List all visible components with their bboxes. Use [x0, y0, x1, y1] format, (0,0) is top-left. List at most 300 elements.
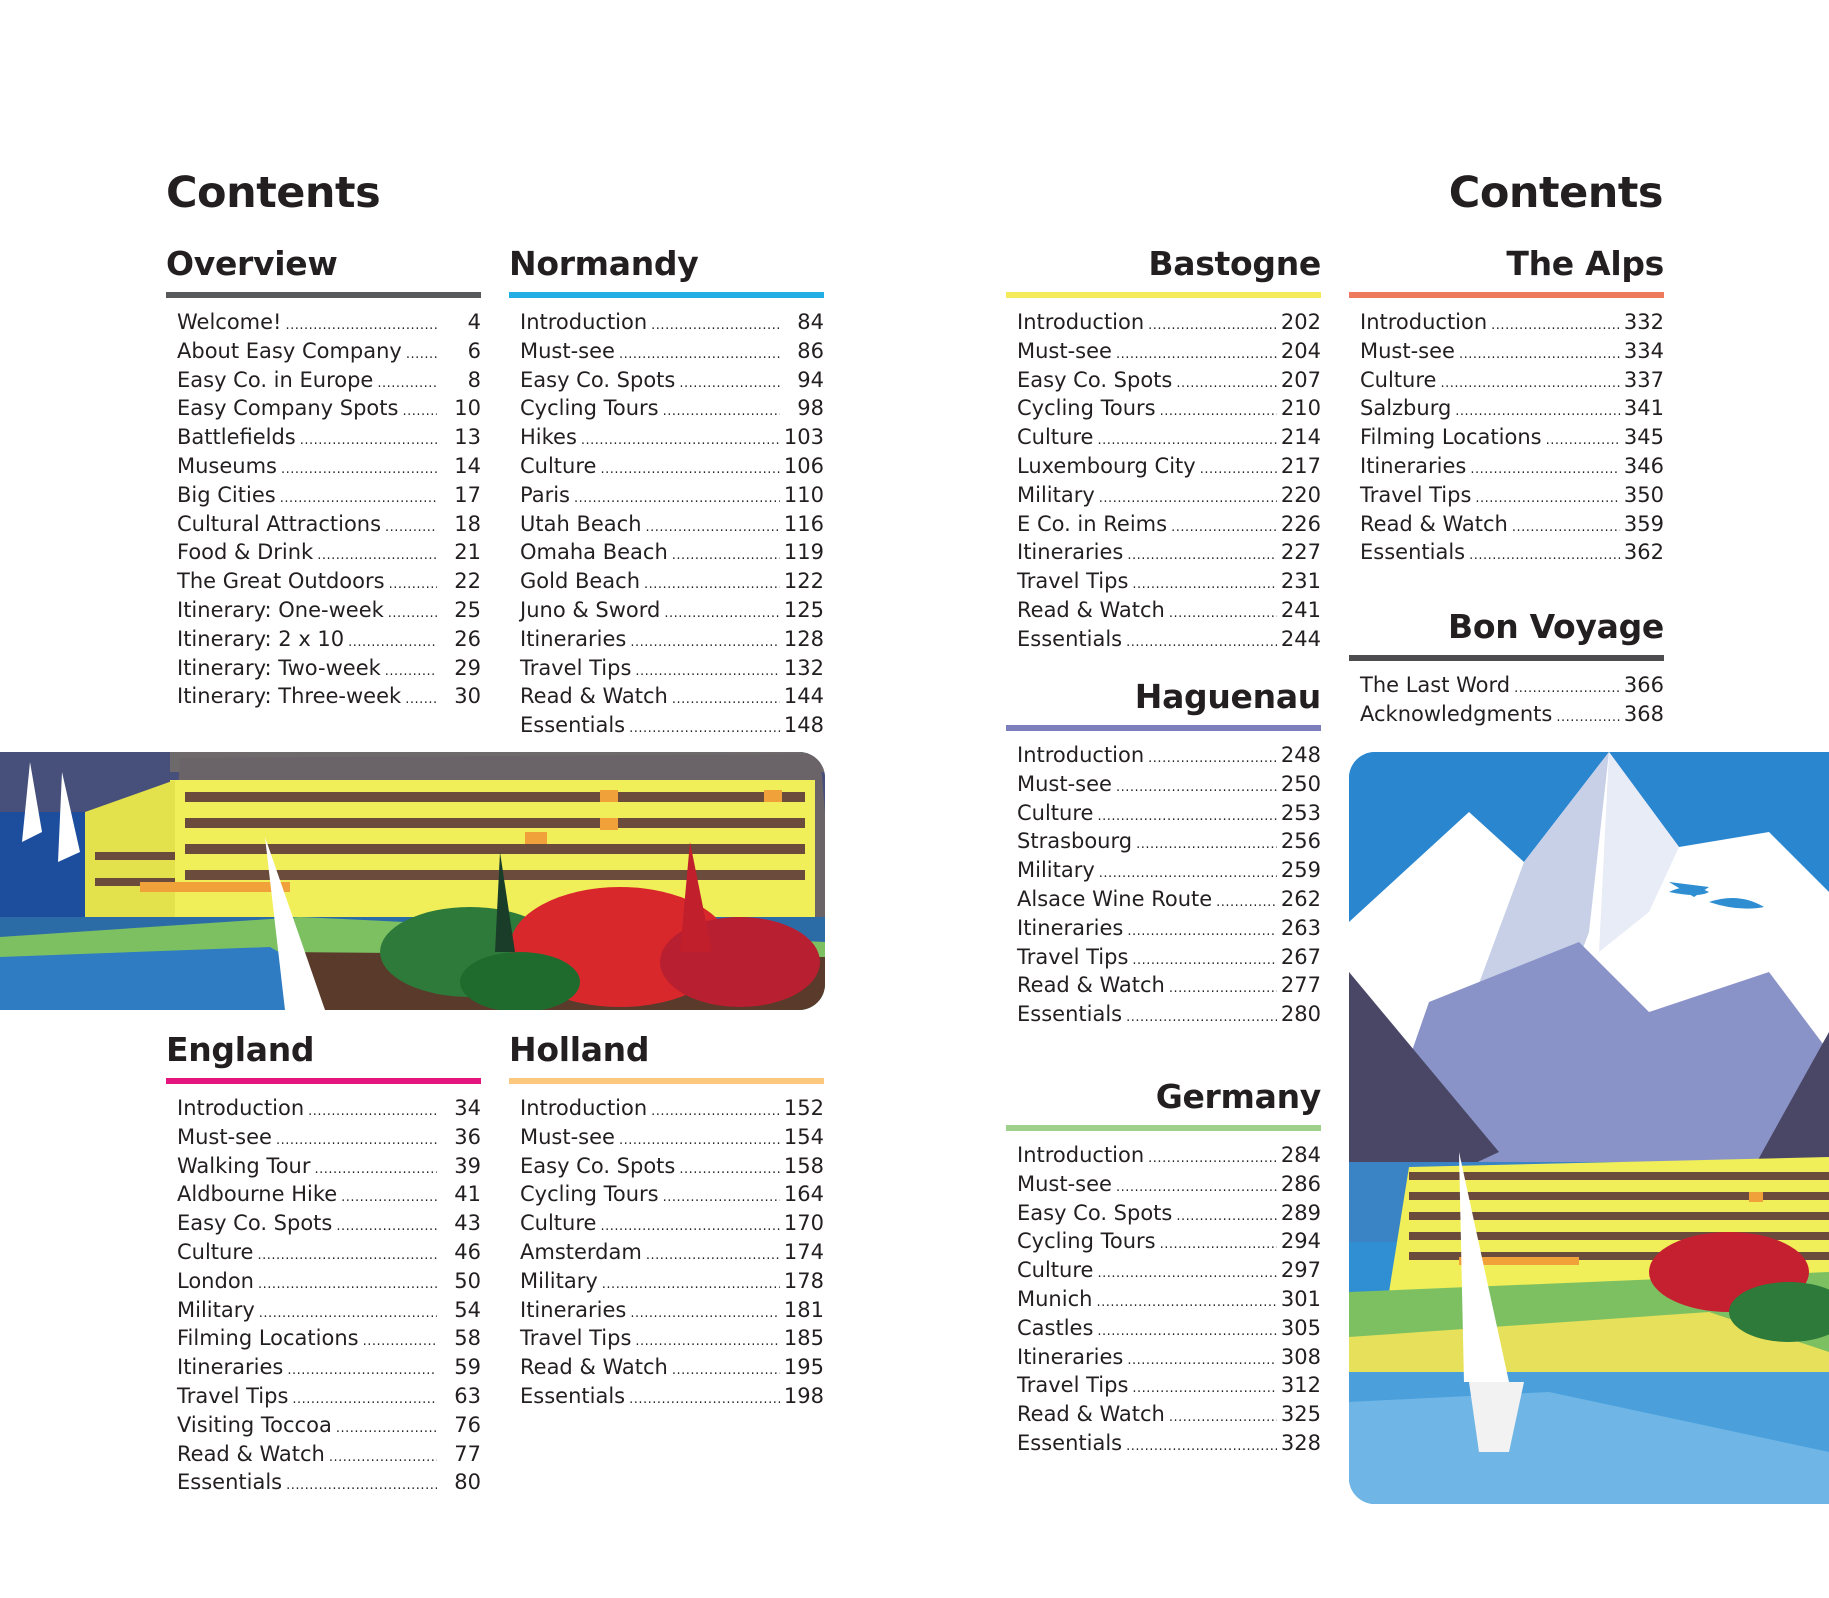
toc-entry-page: 308 — [1280, 1344, 1321, 1369]
toc-entry[interactable] — [520, 1238, 824, 1267]
dot-leader — [629, 715, 780, 744]
toc-entry[interactable] — [520, 1324, 824, 1353]
toc-entry-page: 359 — [1623, 511, 1664, 536]
toc-entry[interactable] — [1017, 1141, 1321, 1170]
section-holland — [509, 1030, 824, 1411]
toc-entry-label: Munich — [1017, 1286, 1093, 1311]
toc-entry-label: Itineraries — [1017, 540, 1124, 565]
toc-entry-label: Itineraries — [1017, 915, 1124, 940]
toc-entry-label: Cycling Tours — [1017, 1229, 1156, 1254]
dot-leader — [388, 600, 437, 629]
section-germany — [1006, 1077, 1321, 1458]
toc-entry-label: Culture — [520, 1211, 597, 1236]
toc-entry-page: 36 — [454, 1124, 481, 1149]
toc-entry-page: 284 — [1280, 1143, 1321, 1167]
toc-entry[interactable] — [177, 337, 481, 366]
toc-entry-page: 54 — [454, 1297, 481, 1322]
toc-list — [166, 308, 481, 711]
toc-entry[interactable] — [177, 1094, 481, 1123]
toc-list — [1006, 308, 1321, 654]
toc-entry-page: 34 — [454, 1096, 481, 1120]
toc-entry[interactable] — [1017, 856, 1321, 885]
section-title: Germany — [1155, 1077, 1321, 1116]
toc-entry[interactable] — [1017, 423, 1321, 452]
toc-entry-label: Introduction — [520, 1096, 648, 1120]
toc-entry-label: Big Cities — [177, 482, 276, 507]
toc-entry[interactable] — [1360, 481, 1664, 510]
toc-entry[interactable] — [520, 682, 824, 711]
toc-entry-label: Food & Drink — [177, 540, 314, 565]
toc-entry-label: Culture — [520, 453, 597, 478]
toc-entry-page: 13 — [454, 425, 481, 450]
toc-entry[interactable] — [1017, 914, 1321, 943]
toc-entry[interactable] — [177, 1123, 481, 1152]
section-overview — [166, 244, 481, 711]
toc-entry-page: 86 — [797, 338, 824, 363]
dot-leader — [600, 456, 779, 485]
toc-entry[interactable] — [520, 1180, 824, 1209]
toc-entry[interactable] — [520, 394, 824, 423]
toc-entry-label: Military — [1017, 482, 1095, 507]
dot-leader — [385, 514, 437, 543]
toc-entry[interactable] — [520, 1094, 824, 1123]
toc-entry[interactable] — [1017, 1371, 1321, 1400]
toc-entry[interactable] — [1017, 452, 1321, 481]
toc-entry[interactable] — [177, 510, 481, 539]
dot-leader — [630, 1300, 780, 1329]
toc-entry-page: 43 — [454, 1211, 481, 1236]
toc-entry-label: Itinerary: One-week — [177, 597, 384, 622]
toc-entry[interactable] — [520, 1123, 824, 1152]
dot-leader — [629, 1386, 780, 1415]
toc-entry-page: 185 — [783, 1326, 824, 1351]
toc-entry-page: 76 — [454, 1412, 481, 1437]
toc-entry[interactable] — [1017, 596, 1321, 625]
toc-entry-label: Introduction — [1017, 310, 1145, 334]
toc-entry-label: Filming Locations — [1360, 425, 1542, 450]
section-rule — [166, 1078, 481, 1084]
toc-entry[interactable] — [520, 452, 824, 481]
dot-leader — [1556, 704, 1620, 733]
toc-entry[interactable] — [177, 596, 481, 625]
toc-entry[interactable] — [177, 366, 481, 395]
toc-entry-page: 119 — [783, 540, 824, 565]
dot-leader — [1169, 600, 1277, 629]
dot-leader — [258, 1271, 437, 1300]
toc-entry-page: 58 — [454, 1326, 481, 1351]
toc-entry-label: About Easy Company — [177, 338, 402, 363]
toc-entry-page: 10 — [454, 396, 481, 421]
toc-entry-page: 106 — [783, 453, 824, 478]
section-bastogne — [1006, 244, 1321, 654]
dot-leader — [363, 1328, 437, 1357]
toc-entry-page: 220 — [1280, 482, 1321, 507]
toc-entry-label: Itineraries — [520, 1297, 627, 1322]
toc-entry-label: Military — [520, 1268, 598, 1293]
toc-entry[interactable] — [1017, 827, 1321, 856]
toc-entry-label: Easy Co. Spots — [520, 1153, 676, 1178]
toc-entry[interactable] — [177, 1296, 481, 1325]
toc-entry[interactable] — [177, 1267, 481, 1296]
section-title: The Alps — [1506, 244, 1664, 283]
dot-leader — [1116, 774, 1277, 803]
section-haguenau — [1006, 677, 1321, 1029]
toc-entry-page: 259 — [1280, 858, 1321, 883]
toc-entry-label: Must-see — [1360, 338, 1455, 363]
toc-entry-page: 217 — [1280, 453, 1321, 478]
toc-entry-label: Alsace Wine Route — [1017, 886, 1213, 911]
toc-entry-label: Essentials — [1017, 626, 1123, 651]
right-page-title: Contents — [1448, 168, 1663, 218]
toc-entry[interactable] — [520, 1353, 824, 1382]
toc-entry-page: 22 — [454, 569, 481, 594]
toc-entry[interactable] — [1360, 510, 1664, 539]
toc-entry[interactable] — [1360, 538, 1664, 567]
toc-entry-label: Culture — [177, 1239, 254, 1264]
toc-entry[interactable] — [1360, 366, 1664, 395]
toc-entry-page: 63 — [454, 1383, 481, 1408]
toc-entry[interactable] — [177, 1411, 481, 1440]
toc-entry-label: Cycling Tours — [1017, 396, 1156, 421]
toc-entry-page: 181 — [783, 1297, 824, 1322]
section-rule — [509, 292, 824, 298]
toc-entry[interactable] — [1017, 510, 1321, 539]
toc-entry[interactable] — [177, 1440, 481, 1469]
section-rule — [1006, 725, 1321, 731]
toc-entry[interactable] — [177, 1238, 481, 1267]
dot-leader — [672, 542, 780, 571]
dot-leader — [1160, 1231, 1277, 1260]
section-title: England — [166, 1030, 315, 1069]
toc-entry[interactable] — [1360, 452, 1664, 481]
dot-leader — [281, 456, 437, 485]
toc-entry[interactable] — [1360, 700, 1664, 729]
dot-leader — [1097, 1318, 1277, 1347]
toc-entry[interactable] — [177, 625, 481, 654]
toc-entry[interactable] — [520, 366, 824, 395]
toc-entry[interactable] — [520, 538, 824, 567]
toc-entry[interactable] — [1360, 671, 1664, 700]
toc-entry[interactable] — [1017, 481, 1321, 510]
toc-entry-page: 178 — [783, 1268, 824, 1293]
dot-leader — [1200, 456, 1277, 485]
toc-entry-label: Castles — [1017, 1315, 1094, 1340]
toc-entry-label: Museums — [177, 453, 277, 478]
toc-entry[interactable] — [520, 1209, 824, 1238]
toc-entry[interactable] — [520, 567, 824, 596]
toc-entry-label: Read & Watch — [1017, 597, 1165, 622]
toc-entry-label: Essentials — [1360, 540, 1466, 565]
toc-entry-page: 21 — [454, 540, 481, 565]
toc-entry[interactable] — [520, 337, 824, 366]
toc-entry-label: The Last Word — [1360, 673, 1511, 697]
toc-entry-label: Battlefields — [177, 425, 296, 450]
toc-entry-label: Luxembourg City — [1017, 453, 1196, 478]
toc-entry-page: 8 — [467, 367, 481, 392]
toc-entry-label: Travel Tips — [520, 1326, 632, 1351]
toc-entry[interactable] — [1017, 1170, 1321, 1199]
toc-entry[interactable] — [520, 711, 824, 740]
dot-leader — [1459, 341, 1620, 370]
toc-entry[interactable] — [1017, 538, 1321, 567]
toc-entry[interactable] — [1017, 1314, 1321, 1343]
toc-entry[interactable] — [177, 682, 481, 711]
toc-entry-label: Read & Watch — [1017, 973, 1165, 998]
toc-entry[interactable] — [1017, 1400, 1321, 1429]
toc-entry[interactable] — [520, 654, 824, 683]
section-bon-voyage — [1349, 607, 1664, 729]
toc-entry[interactable] — [520, 596, 824, 625]
toc-entry[interactable] — [520, 1296, 824, 1325]
alpine-lake-illustration — [1349, 752, 1829, 1504]
toc-entry-page: 207 — [1280, 367, 1321, 392]
toc-entry-page: 294 — [1280, 1229, 1321, 1254]
section-england — [166, 1030, 481, 1497]
toc-entry-label: Travel Tips — [177, 1383, 289, 1408]
dot-leader — [1148, 745, 1277, 774]
toc-entry-page: 263 — [1280, 915, 1321, 940]
toc-entry-page: 17 — [454, 482, 481, 507]
toc-entry-page: 4 — [467, 310, 481, 334]
toc-entry-page: 94 — [797, 367, 824, 392]
toc-entry-page: 103 — [783, 425, 824, 450]
toc-entry-label: Utah Beach — [520, 511, 642, 536]
toc-entry[interactable] — [1017, 308, 1321, 337]
dot-leader — [1470, 456, 1620, 485]
toc-entry-label: Travel Tips — [1360, 482, 1472, 507]
dot-leader — [1512, 514, 1620, 543]
toc-entry[interactable] — [177, 1468, 481, 1497]
section-title: Bon Voyage — [1448, 607, 1664, 646]
toc-entry[interactable] — [1017, 799, 1321, 828]
toc-entry-label: Gold Beach — [520, 569, 641, 594]
toc-entry[interactable] — [177, 1180, 481, 1209]
toc-entry-label: Travel Tips — [1017, 1373, 1129, 1398]
toc-entry[interactable] — [1017, 1429, 1321, 1458]
dot-leader — [1126, 1433, 1277, 1462]
toc-entry-page: 25 — [454, 597, 481, 622]
toc-entry-label: Read & Watch — [177, 1441, 325, 1466]
toc-entry[interactable] — [177, 481, 481, 510]
toc-entry-page: 337 — [1623, 367, 1664, 392]
toc-entry[interactable] — [1017, 625, 1321, 654]
toc-entry[interactable] — [177, 567, 481, 596]
toc-entry-page: 280 — [1280, 1002, 1321, 1027]
toc-entry-page: 80 — [454, 1470, 481, 1495]
toc-entry[interactable] — [177, 423, 481, 452]
dot-leader — [1127, 1347, 1277, 1376]
toc-entry-label: Must-see — [520, 1124, 615, 1149]
dot-leader — [1126, 629, 1277, 658]
toc-entry[interactable] — [1017, 943, 1321, 972]
toc-entry-label: Military — [177, 1297, 255, 1322]
toc-entry-label: Travel Tips — [1017, 569, 1129, 594]
toc-entry-page: 154 — [783, 1124, 824, 1149]
toc-entry[interactable] — [1017, 567, 1321, 596]
dot-leader — [663, 398, 780, 427]
dot-leader — [336, 1213, 437, 1242]
toc-entry[interactable] — [1017, 971, 1321, 1000]
toc-entry-page: 350 — [1623, 482, 1664, 507]
toc-entry-label: Easy Co. Spots — [1017, 367, 1173, 392]
toc-entry[interactable] — [1017, 1199, 1321, 1228]
toc-entry[interactable] — [1360, 308, 1664, 337]
toc-entry-page: 18 — [454, 511, 481, 536]
toc-entry-label: Culture — [1017, 1258, 1094, 1283]
toc-entry-page: 26 — [454, 626, 481, 651]
toc-entry-label: Itinerary: 2 x 10 — [177, 626, 345, 651]
toc-entry[interactable] — [520, 510, 824, 539]
toc-entry-label: Essentials — [520, 713, 626, 738]
dot-leader — [581, 427, 780, 456]
toc-entry[interactable] — [1017, 1343, 1321, 1372]
toc-entry-page: 144 — [783, 684, 824, 709]
dot-leader — [287, 1357, 437, 1386]
toc-entry-page: 198 — [783, 1383, 824, 1408]
toc-entry-page: 41 — [454, 1182, 481, 1207]
dot-leader — [602, 1271, 780, 1300]
section-the-alps — [1349, 244, 1664, 567]
toc-entry-page: 226 — [1280, 511, 1321, 536]
toc-entry[interactable] — [520, 625, 824, 654]
toc-entry-page: 362 — [1623, 540, 1664, 565]
dot-leader — [679, 370, 780, 399]
toc-entry[interactable] — [520, 308, 824, 337]
dot-leader — [664, 600, 780, 629]
toc-entry-label: Hikes — [520, 425, 577, 450]
toc-entry[interactable] — [1017, 1227, 1321, 1256]
toc-entry-label: Juno & Sword — [520, 597, 661, 622]
toc-entry-label: Easy Company Spots — [177, 396, 399, 421]
toc-entry[interactable] — [177, 1324, 481, 1353]
toc-entry[interactable] — [177, 308, 481, 337]
toc-entry-label: Read & Watch — [520, 1355, 668, 1380]
toc-entry-label: Paris — [520, 482, 570, 507]
toc-entry-label: Essentials — [1017, 1002, 1123, 1027]
toc-entry-page: 164 — [783, 1182, 824, 1207]
toc-entry-page: 98 — [797, 396, 824, 421]
section-rule — [166, 292, 481, 298]
toc-entry-page: 345 — [1623, 425, 1664, 450]
toc-entry-label: Visiting Toccoa — [177, 1412, 332, 1437]
toc-list — [1349, 308, 1664, 567]
toc-entry[interactable] — [1360, 394, 1664, 423]
toc-entry-label: Amsterdam — [520, 1239, 642, 1264]
dot-leader — [1169, 975, 1277, 1004]
toc-entry-label: Itinerary: Two-week — [177, 655, 381, 680]
section-title: Overview — [166, 244, 338, 283]
dot-leader — [286, 1472, 437, 1501]
toc-entry[interactable] — [1017, 741, 1321, 770]
toc-entry-page: 46 — [454, 1239, 481, 1264]
toc-entry-page: 214 — [1280, 425, 1321, 450]
toc-entry[interactable] — [1017, 337, 1321, 366]
toc-entry[interactable] — [177, 1353, 481, 1382]
toc-entry-page: 286 — [1280, 1171, 1321, 1196]
dot-leader — [1546, 427, 1620, 456]
toc-entry-page: 267 — [1280, 944, 1321, 969]
toc-entry[interactable] — [177, 1209, 481, 1238]
toc-entry-page: 195 — [783, 1355, 824, 1380]
toc-entry-page: 148 — [783, 713, 824, 738]
dot-leader — [630, 629, 780, 658]
section-rule — [1006, 1125, 1321, 1131]
dot-leader — [679, 1156, 780, 1185]
toc-entry-label: Must-see — [520, 338, 615, 363]
toc-entry-label: The Great Outdoors — [177, 569, 385, 594]
toc-entry[interactable] — [177, 1382, 481, 1411]
section-title: Holland — [509, 1030, 650, 1069]
toc-entry[interactable] — [1017, 885, 1321, 914]
toc-entry-page: 297 — [1280, 1258, 1321, 1283]
dot-leader — [1216, 889, 1277, 918]
toc-entry-page: 253 — [1280, 800, 1321, 825]
toc-entry-page: 128 — [783, 626, 824, 651]
toc-entry[interactable] — [1017, 1000, 1321, 1029]
toc-entry[interactable] — [1360, 337, 1664, 366]
toc-entry[interactable] — [520, 1382, 824, 1411]
toc-entry[interactable] — [1017, 770, 1321, 799]
toc-entry-page: 301 — [1280, 1286, 1321, 1311]
toc-entry-label: Cycling Tours — [520, 396, 659, 421]
toc-entry-label: Cycling Tours — [520, 1182, 659, 1207]
section-normandy — [509, 244, 824, 740]
toc-entry-label: Read & Watch — [1017, 1402, 1165, 1427]
toc-entry[interactable] — [177, 654, 481, 683]
dot-leader — [663, 1184, 780, 1213]
toc-entry[interactable] — [1017, 394, 1321, 423]
toc-entry[interactable] — [520, 481, 824, 510]
dot-leader — [405, 686, 437, 715]
toc-entry-label: Must-see — [1017, 338, 1112, 363]
toc-list — [509, 1094, 824, 1411]
toc-entry[interactable] — [520, 1152, 824, 1181]
toc-entry-label: Itineraries — [177, 1355, 284, 1380]
dot-leader — [257, 1242, 437, 1271]
toc-entry[interactable] — [1360, 423, 1664, 452]
toc-entry-label: Introduction — [1360, 310, 1488, 334]
dot-leader — [1126, 1004, 1277, 1033]
toc-entry-page: 241 — [1280, 597, 1321, 622]
section-rule — [1006, 292, 1321, 298]
toc-entry-label: Walking Tour — [177, 1153, 311, 1178]
toc-entry-label: Essentials — [1017, 1430, 1123, 1455]
toc-entry[interactable] — [177, 1152, 481, 1181]
toc-entry-page: 289 — [1280, 1200, 1321, 1225]
toc-list — [1006, 741, 1321, 1029]
toc-entry[interactable] — [177, 538, 481, 567]
toc-entry-page: 368 — [1623, 701, 1664, 726]
toc-entry[interactable] — [177, 394, 481, 423]
toc-entry-page: 248 — [1280, 743, 1321, 767]
toc-entry[interactable] — [1017, 1256, 1321, 1285]
toc-entry-page: 341 — [1623, 396, 1664, 421]
toc-entry-page: 152 — [783, 1096, 824, 1120]
toc-entry-label: Aldbourne Hike — [177, 1182, 338, 1207]
toc-entry[interactable] — [1017, 366, 1321, 395]
dot-leader — [402, 398, 437, 427]
toc-list — [1349, 671, 1664, 729]
toc-entry-page: 325 — [1280, 1402, 1321, 1427]
toc-entry[interactable] — [177, 452, 481, 481]
toc-entry-page: 77 — [454, 1441, 481, 1466]
toc-entry[interactable] — [520, 1267, 824, 1296]
toc-entry[interactable] — [520, 423, 824, 452]
toc-entry-label: Introduction — [177, 1096, 305, 1120]
toc-entry-label: Filming Locations — [177, 1326, 359, 1351]
toc-entry[interactable] — [1017, 1285, 1321, 1314]
dot-leader — [672, 686, 780, 715]
